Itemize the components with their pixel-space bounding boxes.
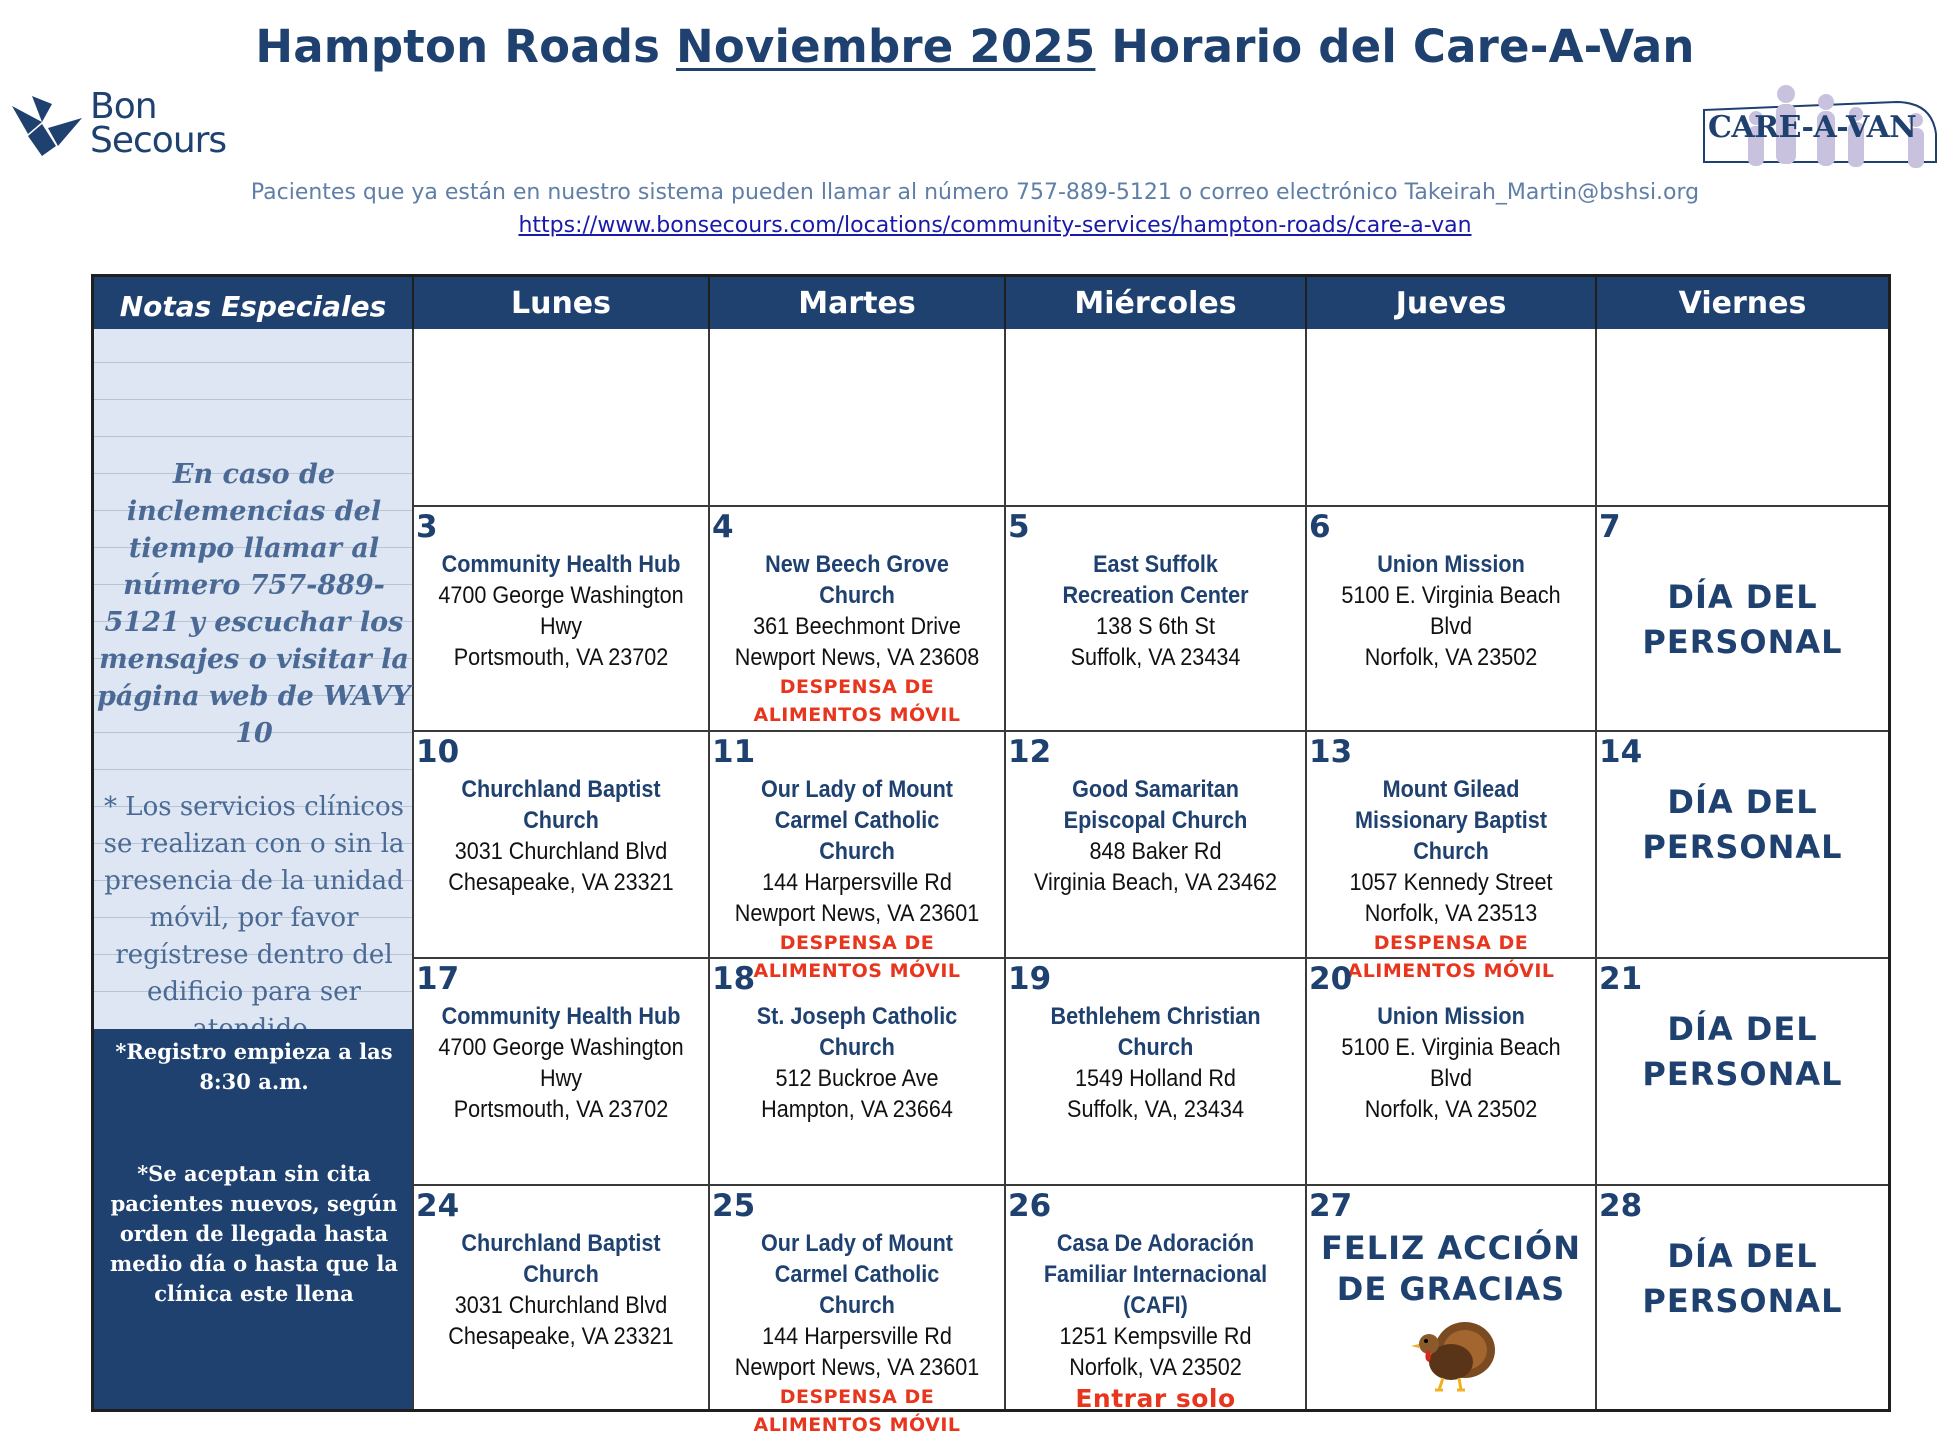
food-pantry-label: DESPENSA DE [1373,932,1529,954]
day-cell [710,507,1006,732]
address-line: 361 Beechmont Drive [753,613,961,640]
address-line: Virginia Beach, VA 23462 [1034,869,1277,896]
location-name: Churchland Baptist Church [461,776,661,834]
location-name: Bethlehem Christian Church [1050,1003,1261,1061]
event-details [414,1228,708,1352]
title-post: Horario del Care-A-Van [1095,20,1695,73]
header-thursday: Jueves [1307,277,1597,329]
address-line: 5100 E. Virginia Beach Blvd [1341,582,1561,640]
empty-cell [1597,329,1888,507]
address-line: Norfolk, VA 23502 [1364,1096,1538,1123]
event-details [1006,1228,1305,1415]
event-details [710,1228,1004,1438]
day-number: 26 [1008,1188,1052,1224]
address-line: Hwy [539,1065,582,1092]
location-name: Good Samaritan Episcopal Church [1063,776,1248,834]
care-a-van-wordmark: CARE-A-VAN [1708,110,1917,145]
address-line: 144 Harpersville Rd [762,1323,952,1350]
day-number: 25 [712,1188,756,1224]
food-pantry-label: ALIMENTOS MÓVIL [753,960,961,982]
address-line: Newport News, VA 23608 [734,644,980,671]
day-number: 5 [1008,509,1030,545]
food-pantry-label: DESPENSA DE [779,932,935,954]
address-line: 144 Harpersville Rd [762,869,952,896]
address-line: 5100 E. Virginia Beach Blvd [1341,1034,1561,1092]
weather-note: En caso de inclemencias del tiempo llamar al número 757-889-5121 y escuchar los mensajes o visitar la página web de WAVY 10 [97,459,411,749]
day-number: 13 [1309,734,1353,770]
event-details [1006,774,1305,898]
bon-secours-logo [8,86,248,170]
address-line: Portsmouth, VA 23702 [453,644,669,671]
event-details [414,1001,708,1125]
event-details [1307,549,1595,673]
title-pre: Hampton Roads [255,20,677,73]
event-details [710,549,1004,729]
address-line: Norfolk, VA 23513 [1364,900,1538,927]
empty-cell [1307,329,1597,507]
food-pantry-label: ALIMENTOS MÓVIL [753,704,961,726]
location-name: Our Lady of Mount Carmel Catholic Church [761,1230,953,1319]
thanksgiving-label: DE GRACIAS [1336,1270,1566,1308]
address-line: Newport News, VA 23601 [734,900,980,927]
location-name: Our Lady of Mount Carmel Catholic Church [761,776,953,865]
address-line: 4700 George Washington [438,1034,684,1061]
event-details [1307,1001,1595,1125]
day-cell [1597,507,1888,732]
day-cell [1307,1186,1597,1409]
day-number: 4 [712,509,734,545]
event-details [1597,1234,1888,1324]
day-number: 24 [416,1188,460,1224]
contact-line: Pacientes que ya están en nuestro sistema pueden llamar al número 757-889-5121 o correo electrónico Takeirah_Martin@bshsi.org [250,180,1700,205]
food-pantry-label: ALIMENTOS MÓVIL [753,1414,961,1436]
event-details [1597,575,1888,665]
day-number: 14 [1599,734,1643,770]
day-cell [414,959,710,1186]
location-name: Union Mission [1377,1003,1525,1030]
day-number: 19 [1008,961,1052,997]
day-number: 17 [416,961,460,997]
day-cell [1006,732,1307,959]
day-number: 3 [416,509,438,545]
header-wednesday: Miércoles [1006,277,1307,329]
day-number: 12 [1008,734,1052,770]
address-line: Newport News, VA 23601 [734,1354,980,1381]
empty-cell [414,329,710,507]
day-number: 20 [1309,961,1353,997]
location-name: Casa De Adoración Familiar Internacional (CAFI) [1043,1230,1268,1319]
day-cell [1006,959,1307,1186]
address-line: 848 Baker Rd [1089,838,1222,865]
staff-day-label: DÍA DEL [1667,783,1818,821]
location-name: East Suffolk Recreation Center [1062,551,1249,609]
thanksgiving-label: FELIZ ACCIÓN [1321,1229,1581,1267]
registration-note: *Registro empieza a las 8:30 a.m. [115,1039,393,1094]
food-pantry-label: ALIMENTOS MÓVIL [1347,960,1555,982]
day-cell [1006,1186,1307,1413]
location-name: Churchland Baptist Church [461,1230,661,1288]
day-cell [414,732,710,959]
day-number: 7 [1599,509,1621,545]
day-cell [414,1186,710,1409]
location-name: New Beech Grove Church [765,551,949,609]
turkey-icon [1403,1314,1499,1394]
staff-day-label: PERSONAL [1642,1055,1843,1093]
header-monday: Lunes [414,277,710,329]
event-details [1006,1001,1305,1125]
staff-day-label: DÍA DEL [1667,1237,1818,1275]
day-cell [1597,1186,1888,1409]
day-number: 28 [1599,1188,1643,1224]
website-link[interactable]: https://www.bonsecours.com/locations/community-services/hampton-roads/care-a-van [518,213,1472,238]
event-details [1307,1228,1595,1394]
event-details [1006,549,1305,673]
event-details [1597,780,1888,870]
address-line: 4700 George Washington [438,582,684,609]
address-line: Norfolk, VA 23502 [1069,1354,1242,1381]
day-number: 18 [712,961,756,997]
walkin-note: *Se aceptan sin cita pacientes nuevos, según orden de llegada hasta medio día o hasta que la clínica este llena [110,1161,398,1306]
day-number: 6 [1309,509,1331,545]
empty-cell [710,329,1006,507]
location-name: Union Mission [1377,551,1525,578]
day-number: 27 [1309,1188,1353,1224]
address-line: 1549 Holland Rd [1075,1065,1236,1092]
day-cell [710,959,1006,1186]
staff-day-label: PERSONAL [1642,623,1843,661]
staff-day-label: DÍA DEL [1667,1010,1818,1048]
address-line: 3031 Churchland Blvd [454,1292,668,1319]
day-cell [1307,507,1597,732]
address-line: Norfolk, VA 23502 [1364,644,1538,671]
event-details [710,1001,1004,1125]
address-line: Hampton, VA 23664 [761,1096,953,1123]
day-cell [1597,732,1888,959]
event-details [414,774,708,898]
food-pantry-label: DESPENSA DE [779,1386,935,1408]
food-pantry-label: DESPENSA DE [779,676,935,698]
address-line: Suffolk, VA, 23434 [1067,1096,1244,1123]
day-number: 11 [712,734,756,770]
location-name: Community Health Hub [441,1003,681,1030]
day-cell [710,1186,1006,1436]
address-line: Chesapeake, VA 23321 [448,1323,674,1350]
day-number: 10 [416,734,460,770]
day-cell [1307,959,1597,1186]
header-notes: Notas Especiales [94,277,414,329]
location-name: Community Health Hub [441,551,681,578]
event-details [710,774,1004,985]
day-cell [1006,507,1307,732]
empty-cell [1006,329,1307,507]
walkin-only-label: Entrar solo [1075,1384,1236,1413]
header-friday: Viernes [1597,277,1888,329]
event-details [1307,774,1595,985]
registration-panel [94,1029,414,1409]
address-line: Portsmouth, VA 23702 [453,1096,669,1123]
care-a-van-logo [1696,84,1944,184]
day-number: 21 [1599,961,1643,997]
address-line: 512 Buckroe Ave [775,1065,939,1092]
address-line: Suffolk, VA 23434 [1070,644,1241,671]
address-line: Hwy [539,613,582,640]
bon-secours-mark-icon [8,94,86,164]
event-details [414,549,708,673]
event-details [1597,1007,1888,1097]
address-line: 1057 Kennedy Street [1349,869,1553,896]
clinic-note: * Los servicios clínicos se realizan con o sin la presencia de la unidad móvil, por favor regístrese dentro del edificio para ser [103,792,405,1007]
bon-secours-wordmark: Bon Secours [90,86,227,161]
day-cell [414,507,710,732]
page-title [0,20,1950,73]
calendar-grid [91,274,1891,1436]
address-line: 3031 Churchland Blvd [454,838,668,865]
address-line: 138 S 6th St [1096,613,1215,640]
address-line: Chesapeake, VA 23321 [448,869,674,896]
staff-day-label: PERSONAL [1642,1282,1843,1320]
location-name: Mount Gilead Missionary Baptist Church [1354,776,1548,865]
staff-day-label: PERSONAL [1642,828,1843,866]
location-name: St. Joseph Catholic Church [756,1003,958,1061]
title-month: Noviembre 2025 [676,20,1096,73]
day-cell [1597,959,1888,1186]
address-line: 1251 Kempsville Rd [1059,1323,1252,1350]
staff-day-label: DÍA DEL [1667,578,1818,616]
header-tuesday: Martes [710,277,1006,329]
notes-panel [94,329,414,1029]
